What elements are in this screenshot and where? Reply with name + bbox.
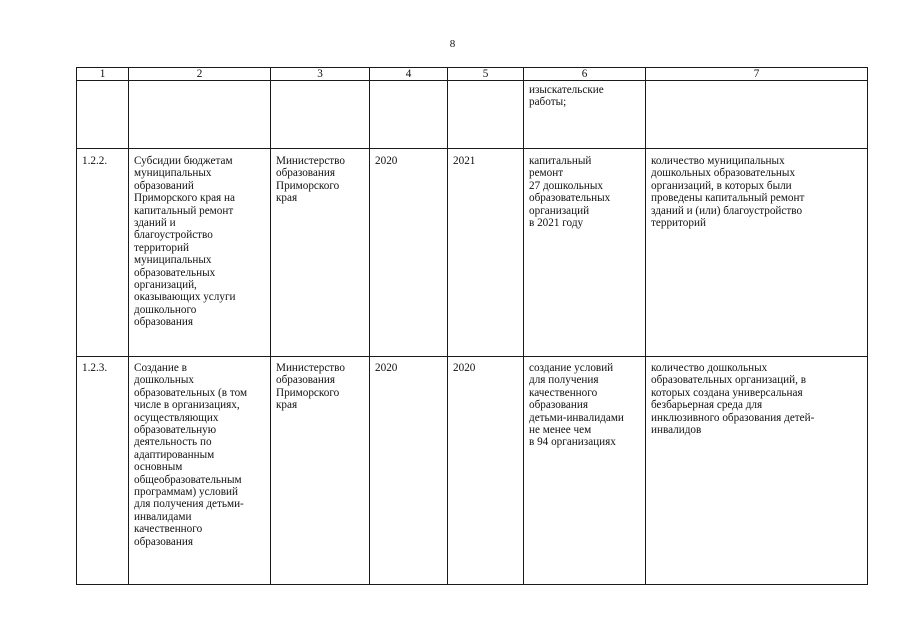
column-number-7: 7 [646,68,868,81]
item-number-cell [77,81,129,149]
table-row [77,357,868,585]
item-number-cell: 1.2.2. [77,149,129,357]
expected-result-cell: создание условий для получения качественного образования детьми-инвалидами не менее чем в 94 организациях [524,357,646,585]
measure-name-cell [129,81,271,149]
column-number-6: 6 [524,68,646,81]
column-number-5: 5 [448,68,524,81]
indicator-cell: количество дошкольных образовательных организаций, в которых создана универсальная безбарьерная среда для инклюзивного образования детей- инвалидов [646,357,868,585]
program-measures-table [76,67,868,585]
column-number-1: 1 [77,68,129,81]
column-number-3: 3 [271,68,370,81]
measure-name-cell: Создание в дошкольных образовательных (в том числе в организациях, осуществляющих образовательную деятельность по адаптированным основным общеобразовательным программам) условий для получения детьми- инвалидами качественного образования [129,357,271,585]
page-number: 8 [449,38,456,50]
end-year-cell: 2020 [448,357,524,585]
indicator-cell: количество муниципальных дошкольных образовательных организаций, в которых были проведены капитальный ремонт зданий и (или) благоустройство территорий [646,149,868,357]
indicator-cell [646,81,868,149]
executor-cell [271,81,370,149]
column-number-4: 4 [370,68,448,81]
executor-cell: Министерство образования Приморского края [271,149,370,357]
table-header-row [77,68,868,81]
table-row [77,81,868,149]
item-number-cell: 1.2.3. [77,357,129,585]
measure-name-cell: Субсидии бюджетам муниципальных образований Приморского края на капитальный ремонт зданий и благоустройство территорий муниципальных образовательных организаций, оказывающих услуги дошкольного образования [129,149,271,357]
start-year-cell: 2020 [370,357,448,585]
end-year-cell: 2021 [448,149,524,357]
executor-cell: Министерство образования Приморского края [271,357,370,585]
table-row [77,149,868,357]
end-year-cell [448,81,524,149]
start-year-cell [370,81,448,149]
start-year-cell: 2020 [370,149,448,357]
expected-result-cell: изыскательские работы; [524,81,646,149]
expected-result-cell: капитальный ремонт 27 дошкольных образовательных организаций в 2021 году [524,149,646,357]
column-number-2: 2 [129,68,271,81]
